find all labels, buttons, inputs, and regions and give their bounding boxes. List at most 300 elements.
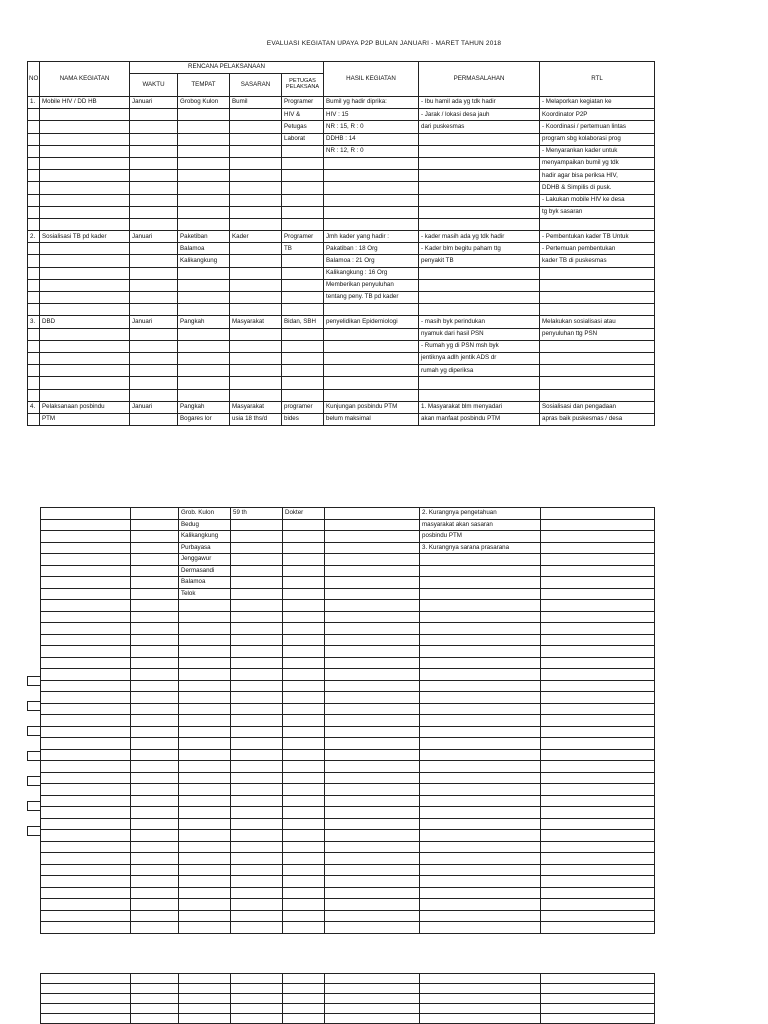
table-cell: masyarakat akan sasaran bbox=[420, 519, 541, 531]
table-cell bbox=[230, 328, 282, 340]
table-cell bbox=[324, 157, 419, 169]
table-cell bbox=[325, 680, 420, 692]
table-cell bbox=[419, 218, 540, 230]
table-cell bbox=[541, 600, 655, 612]
table-row bbox=[28, 157, 655, 169]
table-cell bbox=[230, 243, 282, 255]
table-cell bbox=[230, 145, 282, 157]
table-row bbox=[41, 818, 655, 830]
table-cell bbox=[541, 795, 655, 807]
table-cell bbox=[131, 984, 179, 994]
table-cell bbox=[28, 255, 40, 267]
table-row bbox=[41, 703, 655, 715]
table-cell bbox=[230, 340, 282, 352]
table-cell bbox=[325, 761, 420, 773]
table-cell bbox=[41, 899, 131, 911]
table-cell bbox=[231, 876, 283, 888]
table-cell bbox=[420, 554, 541, 566]
table-cell bbox=[283, 784, 325, 796]
table-cell bbox=[282, 218, 324, 230]
table-cell bbox=[541, 554, 655, 566]
table-cell bbox=[40, 218, 130, 230]
table-cell: Jmh kader yang hadir : bbox=[324, 231, 419, 243]
table-cell bbox=[325, 738, 420, 750]
table-cell bbox=[41, 841, 131, 853]
table-row bbox=[41, 876, 655, 888]
table-cell bbox=[131, 899, 179, 911]
table-cell bbox=[282, 292, 324, 304]
table-row bbox=[28, 328, 655, 340]
table-cell bbox=[325, 726, 420, 738]
table-cell bbox=[131, 600, 179, 612]
table-cell bbox=[230, 365, 282, 377]
table-cell: Masyarakat bbox=[230, 401, 282, 413]
table-cell bbox=[130, 413, 178, 425]
table-cell bbox=[282, 279, 324, 291]
table-cell bbox=[41, 634, 131, 646]
margin-stub bbox=[27, 776, 40, 786]
table-cell bbox=[178, 145, 230, 157]
table-cell: Sosialisasi dan pengadaan bbox=[540, 401, 655, 413]
table-cell bbox=[28, 365, 40, 377]
table-row bbox=[41, 899, 655, 911]
table-cell bbox=[324, 328, 419, 340]
table-cell bbox=[231, 565, 283, 577]
table-cell bbox=[325, 519, 420, 531]
table-cell bbox=[131, 623, 179, 635]
table-cell bbox=[41, 623, 131, 635]
table-cell bbox=[420, 984, 541, 994]
table-cell bbox=[28, 194, 40, 206]
table-cell bbox=[41, 922, 131, 934]
table-cell bbox=[231, 922, 283, 934]
table-cell: posbindu PTM bbox=[420, 531, 541, 543]
table-cell bbox=[179, 692, 231, 704]
table-cell bbox=[179, 818, 231, 830]
table-cell: Grob. Kulon bbox=[179, 508, 231, 520]
table-cell bbox=[179, 726, 231, 738]
table-cell: Dokter bbox=[283, 508, 325, 520]
table-cell: NR : 15, R : 0 bbox=[324, 121, 419, 133]
table-cell bbox=[40, 340, 130, 352]
table-cell bbox=[178, 365, 230, 377]
table-cell bbox=[325, 899, 420, 911]
margin-stub bbox=[27, 826, 40, 836]
table-cell bbox=[179, 876, 231, 888]
table-row bbox=[28, 243, 655, 255]
table-cell bbox=[230, 121, 282, 133]
table-cell bbox=[40, 267, 130, 279]
table-cell bbox=[283, 994, 325, 1004]
table-cell bbox=[231, 841, 283, 853]
table-cell bbox=[541, 899, 655, 911]
table-cell bbox=[230, 182, 282, 194]
table-row bbox=[28, 206, 655, 218]
table-cell bbox=[28, 182, 40, 194]
table-row bbox=[41, 830, 655, 842]
table-cell bbox=[282, 304, 324, 316]
table-cell bbox=[40, 109, 130, 121]
table-cell bbox=[420, 772, 541, 784]
table-cell bbox=[41, 657, 131, 669]
table-cell bbox=[283, 864, 325, 876]
table-cell bbox=[230, 377, 282, 389]
table-cell bbox=[41, 726, 131, 738]
table-cell bbox=[540, 352, 655, 364]
table-cell bbox=[325, 623, 420, 635]
table-cell bbox=[324, 194, 419, 206]
table-cell bbox=[41, 761, 131, 773]
table-cell: apras baik puskesmas / desa bbox=[540, 413, 655, 425]
table-cell bbox=[179, 611, 231, 623]
table-cell: Januari bbox=[130, 401, 178, 413]
table-cell bbox=[325, 600, 420, 612]
table-cell bbox=[179, 623, 231, 635]
table-cell bbox=[178, 279, 230, 291]
table-cell bbox=[420, 692, 541, 704]
table-row bbox=[41, 841, 655, 853]
table-cell bbox=[40, 255, 130, 267]
table-cell bbox=[231, 588, 283, 600]
table-cell: 59 th bbox=[231, 508, 283, 520]
table-cell: HIV : 15 bbox=[324, 109, 419, 121]
table-cell bbox=[179, 974, 231, 984]
table-cell: Paketiban bbox=[178, 231, 230, 243]
table-cell bbox=[130, 340, 178, 352]
table-cell bbox=[178, 292, 230, 304]
table-cell bbox=[283, 669, 325, 681]
table-cell bbox=[283, 876, 325, 888]
table-cell bbox=[231, 703, 283, 715]
table-cell bbox=[40, 133, 130, 145]
header-no: NO bbox=[28, 62, 40, 97]
table-cell bbox=[282, 194, 324, 206]
table-cell bbox=[541, 761, 655, 773]
table-row bbox=[41, 519, 655, 531]
table-row bbox=[41, 994, 655, 1004]
margin-stub bbox=[27, 726, 40, 736]
table-cell: 1. Masyarakat blm menyadari bbox=[419, 401, 540, 413]
table-cell bbox=[231, 807, 283, 819]
table-cell: Pelaksanaan posbindu bbox=[40, 401, 130, 413]
table-cell bbox=[131, 703, 179, 715]
table-cell bbox=[230, 389, 282, 401]
table-row bbox=[41, 600, 655, 612]
table-cell bbox=[41, 542, 131, 554]
table-cell: Kalikangkung bbox=[178, 255, 230, 267]
table-cell bbox=[231, 692, 283, 704]
table-row bbox=[28, 389, 655, 401]
table-cell bbox=[325, 508, 420, 520]
table-row bbox=[28, 255, 655, 267]
table-cell: - Pertemuan pembentukan bbox=[540, 243, 655, 255]
table-cell bbox=[41, 1004, 131, 1014]
table-cell bbox=[131, 542, 179, 554]
table-cell bbox=[231, 680, 283, 692]
table-cell bbox=[28, 340, 40, 352]
table-cell bbox=[28, 133, 40, 145]
table-cell bbox=[179, 984, 231, 994]
table-cell bbox=[131, 830, 179, 842]
table-cell bbox=[231, 994, 283, 1004]
table-cell bbox=[130, 121, 178, 133]
table-cell bbox=[283, 657, 325, 669]
table-cell bbox=[282, 352, 324, 364]
table-cell bbox=[231, 1004, 283, 1014]
table-cell bbox=[179, 899, 231, 911]
table-cell bbox=[41, 588, 131, 600]
table-cell bbox=[325, 703, 420, 715]
table-cell bbox=[41, 784, 131, 796]
table-cell bbox=[325, 910, 420, 922]
table-cell bbox=[420, 922, 541, 934]
table-cell bbox=[41, 795, 131, 807]
table-cell: HIV & bbox=[282, 109, 324, 121]
table-cell bbox=[40, 389, 130, 401]
table-cell bbox=[541, 784, 655, 796]
table-row bbox=[41, 508, 655, 520]
table-cell bbox=[324, 206, 419, 218]
table-cell: Januari bbox=[130, 316, 178, 328]
table-cell: DBD bbox=[40, 316, 130, 328]
table-row bbox=[28, 377, 655, 389]
table-cell bbox=[130, 267, 178, 279]
table-cell bbox=[179, 795, 231, 807]
table-cell bbox=[231, 726, 283, 738]
table-cell bbox=[541, 841, 655, 853]
table-cell bbox=[420, 577, 541, 589]
bottom-table bbox=[40, 973, 655, 1024]
table-cell bbox=[179, 749, 231, 761]
table-row bbox=[41, 680, 655, 692]
table-cell bbox=[131, 841, 179, 853]
table-cell bbox=[40, 377, 130, 389]
table-cell bbox=[178, 218, 230, 230]
table-cell bbox=[41, 807, 131, 819]
table-cell bbox=[41, 910, 131, 922]
table-row bbox=[28, 97, 655, 109]
table-cell: Januari bbox=[130, 231, 178, 243]
table-cell bbox=[179, 1004, 231, 1014]
table-cell: penyakit TB bbox=[419, 255, 540, 267]
evaluation-table bbox=[27, 61, 655, 426]
table-cell bbox=[231, 887, 283, 899]
table-row bbox=[41, 565, 655, 577]
table-cell bbox=[28, 304, 40, 316]
table-cell bbox=[178, 389, 230, 401]
table-cell bbox=[231, 715, 283, 727]
table-cell bbox=[230, 292, 282, 304]
table-cell bbox=[420, 795, 541, 807]
table-cell: TB bbox=[282, 243, 324, 255]
table-cell bbox=[419, 182, 540, 194]
table-cell bbox=[283, 703, 325, 715]
table-cell bbox=[230, 109, 282, 121]
table-cell bbox=[41, 646, 131, 658]
table-cell bbox=[231, 531, 283, 543]
table-cell bbox=[231, 611, 283, 623]
table-cell bbox=[420, 818, 541, 830]
table-row bbox=[28, 304, 655, 316]
table-cell bbox=[130, 328, 178, 340]
margin-stub bbox=[27, 801, 40, 811]
table-cell bbox=[420, 807, 541, 819]
table-cell bbox=[325, 611, 420, 623]
table-row bbox=[28, 401, 655, 413]
table-cell bbox=[131, 807, 179, 819]
table-cell: dari puskesmas bbox=[419, 121, 540, 133]
table-cell bbox=[325, 749, 420, 761]
margin-stub bbox=[27, 751, 40, 761]
table-cell bbox=[541, 910, 655, 922]
table-cell bbox=[419, 206, 540, 218]
table-cell: Bedug bbox=[179, 519, 231, 531]
table-row bbox=[28, 218, 655, 230]
table-cell bbox=[28, 218, 40, 230]
table-cell bbox=[282, 377, 324, 389]
table-cell bbox=[28, 243, 40, 255]
table-cell bbox=[541, 669, 655, 681]
table-cell bbox=[541, 922, 655, 934]
table-cell bbox=[541, 692, 655, 704]
table-row bbox=[41, 657, 655, 669]
table-cell bbox=[420, 841, 541, 853]
table-cell bbox=[40, 121, 130, 133]
table-cell bbox=[179, 784, 231, 796]
table-cell bbox=[41, 554, 131, 566]
table-row bbox=[28, 316, 655, 328]
table-cell bbox=[420, 864, 541, 876]
table-cell bbox=[179, 703, 231, 715]
table-cell: Bumil bbox=[230, 97, 282, 109]
table-cell bbox=[324, 352, 419, 364]
table-cell bbox=[130, 109, 178, 121]
table-cell bbox=[325, 531, 420, 543]
table-cell bbox=[325, 984, 420, 994]
table-row bbox=[28, 170, 655, 182]
table-cell bbox=[41, 887, 131, 899]
table-cell bbox=[28, 377, 40, 389]
table-row bbox=[41, 738, 655, 750]
table-row bbox=[41, 922, 655, 934]
table-cell bbox=[283, 680, 325, 692]
table-cell bbox=[41, 738, 131, 750]
table-cell bbox=[179, 715, 231, 727]
table-cell bbox=[131, 531, 179, 543]
table-cell bbox=[231, 772, 283, 784]
table-cell bbox=[283, 1014, 325, 1024]
table-cell bbox=[420, 738, 541, 750]
table-cell: - Ibu hamil ada yg tdk hadir bbox=[419, 97, 540, 109]
table-cell bbox=[420, 761, 541, 773]
table-cell bbox=[41, 772, 131, 784]
table-cell bbox=[541, 974, 655, 984]
table-cell bbox=[231, 669, 283, 681]
table-cell bbox=[540, 377, 655, 389]
table-cell bbox=[283, 577, 325, 589]
table-cell: hadir agar bisa periksa HIV, bbox=[540, 170, 655, 182]
table-row bbox=[28, 182, 655, 194]
table-cell bbox=[420, 634, 541, 646]
table-cell bbox=[28, 109, 40, 121]
table-cell bbox=[41, 508, 131, 520]
table-cell bbox=[178, 170, 230, 182]
table-cell bbox=[325, 577, 420, 589]
table-cell bbox=[325, 795, 420, 807]
table-cell bbox=[130, 194, 178, 206]
table-row bbox=[41, 726, 655, 738]
table-cell bbox=[282, 206, 324, 218]
table-cell bbox=[420, 657, 541, 669]
table-cell bbox=[283, 974, 325, 984]
table-cell bbox=[28, 292, 40, 304]
table-cell bbox=[541, 749, 655, 761]
table-cell: 2. Kurangnya pengetahuan bbox=[420, 508, 541, 520]
table-cell bbox=[231, 519, 283, 531]
table-cell bbox=[283, 922, 325, 934]
table-cell bbox=[420, 600, 541, 612]
table-cell bbox=[231, 818, 283, 830]
table-cell bbox=[283, 899, 325, 911]
table-cell bbox=[131, 588, 179, 600]
table-cell bbox=[40, 145, 130, 157]
table-cell bbox=[178, 182, 230, 194]
header-sasaran: SASARAN bbox=[230, 74, 282, 97]
table-cell bbox=[283, 600, 325, 612]
table-cell bbox=[420, 887, 541, 899]
table-cell: Pakatiban : 18 Org bbox=[324, 243, 419, 255]
table-cell bbox=[231, 761, 283, 773]
table-cell: penyelidikan Epidemiologi bbox=[324, 316, 419, 328]
table-cell: DDHB : 14 bbox=[324, 133, 419, 145]
table-cell bbox=[131, 994, 179, 1004]
table-cell bbox=[130, 389, 178, 401]
table-row bbox=[28, 352, 655, 364]
table-row bbox=[28, 292, 655, 304]
table-row bbox=[41, 784, 655, 796]
table-cell bbox=[40, 304, 130, 316]
evaluation-table-body bbox=[28, 97, 655, 426]
table-cell bbox=[230, 304, 282, 316]
table-cell bbox=[179, 669, 231, 681]
table-cell bbox=[131, 657, 179, 669]
table-cell bbox=[231, 634, 283, 646]
table-row bbox=[28, 145, 655, 157]
table-cell bbox=[179, 634, 231, 646]
table-cell: Memberikan penyuluhan bbox=[324, 279, 419, 291]
table-cell bbox=[131, 910, 179, 922]
table-cell bbox=[419, 377, 540, 389]
table-cell bbox=[541, 519, 655, 531]
table-cell bbox=[325, 1014, 420, 1024]
table-cell bbox=[230, 218, 282, 230]
continuation-table bbox=[40, 507, 655, 934]
table-cell bbox=[28, 157, 40, 169]
table-cell bbox=[324, 389, 419, 401]
table-cell bbox=[28, 121, 40, 133]
table-cell bbox=[40, 328, 130, 340]
table-cell bbox=[420, 910, 541, 922]
table-cell: akan manfaat posbindu PTM bbox=[419, 413, 540, 425]
table-row bbox=[41, 910, 655, 922]
table-cell: NR : 12, R : 0 bbox=[324, 145, 419, 157]
table-cell bbox=[541, 680, 655, 692]
table-cell bbox=[28, 328, 40, 340]
table-cell bbox=[282, 145, 324, 157]
table-cell bbox=[283, 623, 325, 635]
table-cell: - kader masih ada yg tdk hadir bbox=[419, 231, 540, 243]
table-cell bbox=[419, 157, 540, 169]
